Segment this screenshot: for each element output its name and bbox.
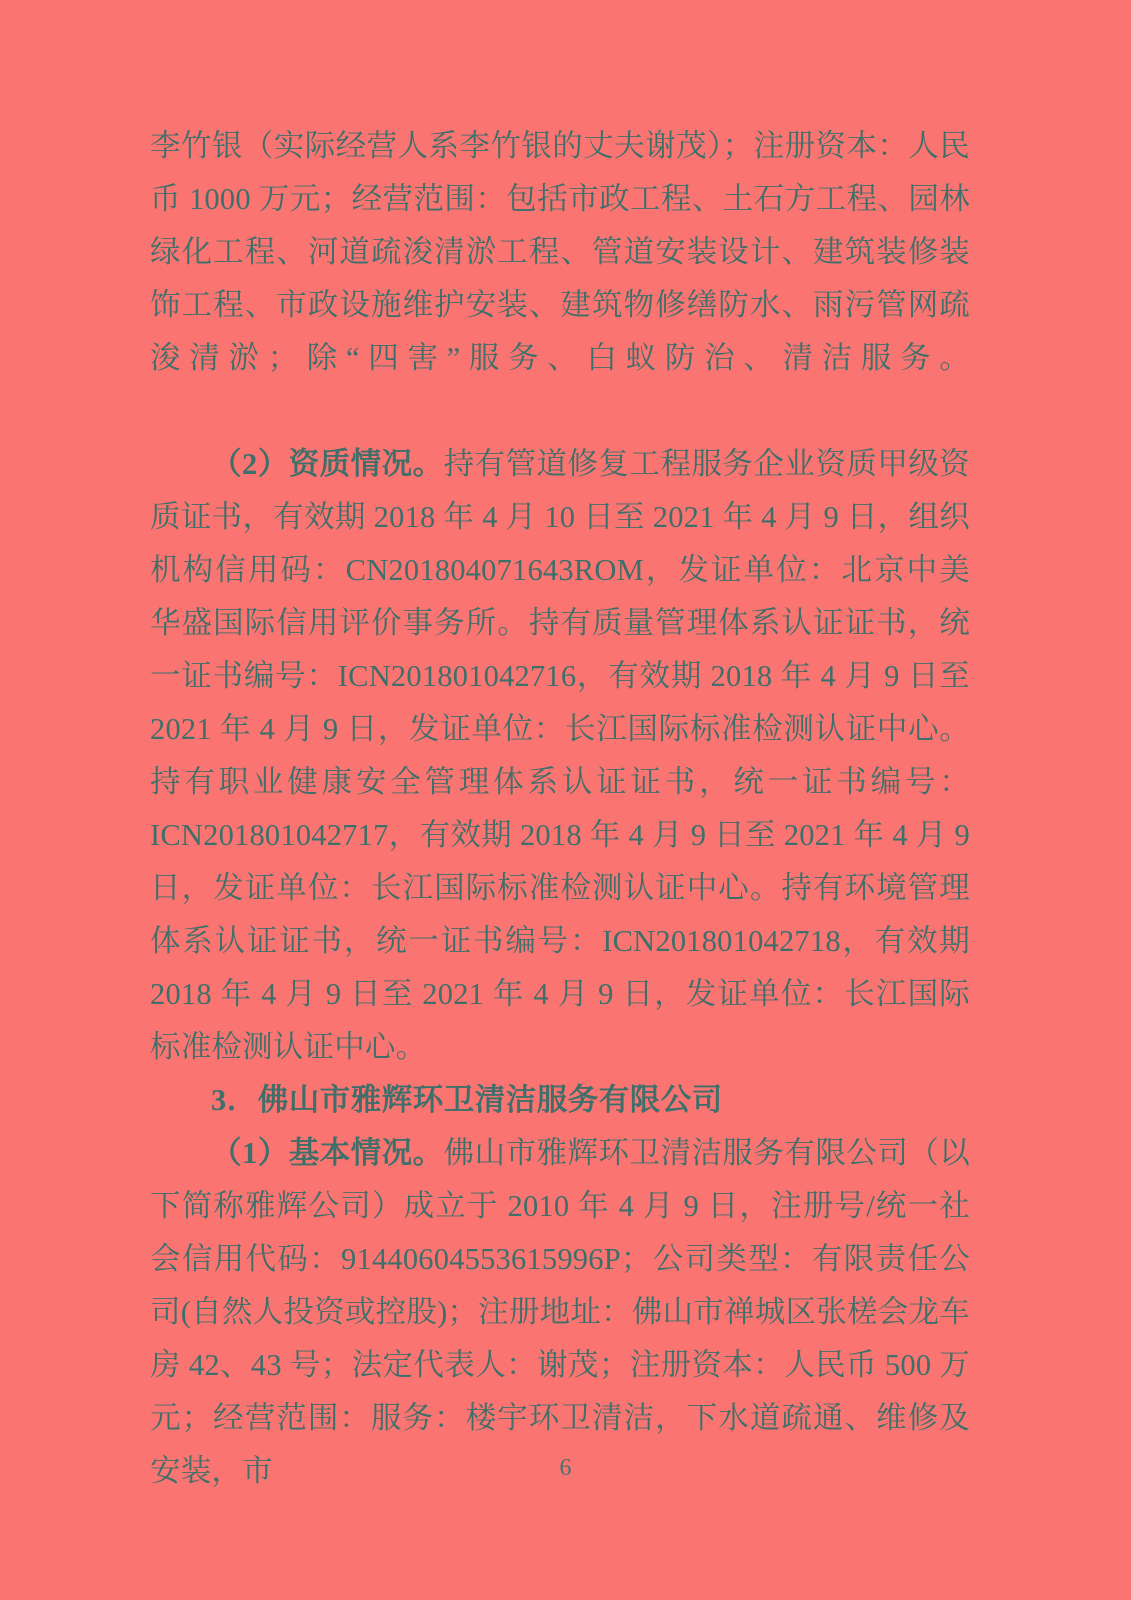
document-body [150,120,970,1498]
paragraph-label: （1）基本情况。 [211,1136,444,1170]
paragraph-label: （2）资质情况。 [211,447,444,481]
paragraph-text: 李竹银（实际经营人系李竹银的丈夫谢茂）；注册资本：人民币 1000 万元；经营范围：包括市政工程、土石方工程、园林绿化工程、河道疏浚清淤工程、管道安装设计、建筑装修装饰工程、市政设施维护安装、建筑物修缮防水、雨污管网疏浚清淤；除“四害”服务、白蚁防治、清洁服务。 [150,129,970,375]
paragraph-basic-status [150,1127,970,1498]
section-heading-text: 3．佛山市雅辉环卫清洁服务有限公司 [211,1083,723,1117]
page-number: 6 [559,1455,572,1481]
paragraph-qualification-status [150,438,970,1074]
section-heading-yahui-company [150,1074,970,1127]
paragraph-text: 佛山市雅辉环卫清洁服务有限公司（以下简称雅辉公司）成立于 2010 年 4 月 9 日，注册号/统一社会信用代码：91440604553615996P；公司类型：有限责任公司(自然人投资或控股)；注册地址：佛山市禅城区张槎会龙车房 42、43 号；法定代表人：谢茂；注册资本：人民币 500 万元；经营范围：服务：楼宇环卫清洁，下水道疏通、维修及安装，市 [150,1136,970,1488]
paragraph-registration-details [150,120,970,438]
paragraph-text: 持有管道修复工程服务企业资质甲级资质证书，有效期 2018 年 4 月 10 日至 2021 年 4 月 9 日，组织机构信用码：CN201804071643ROM，发证单位：北京中美华盛国际信用评价事务所。持有质量管理体系认证证书，统一证书编号：ICN201801042716，有效期 2018 年 4 月 9 日至 2021 年 4 月 9 日，发证单位：长江国际标准检测认证中心。持有职业健康安全管理体系认证证书，统一证书编号：ICN201801042717，有效期 2018 年 4 月 9 日至 2021 年 4 月 9 日，发证单位：长江国际标准检测认证中心。持有环境管理体系认证证书，统一证书编号：ICN201801042718，有效期 2018 年 4 月 9 日至 2021 年 4 月 9 日，发证单位：长江国际标准检测认证中心。 [150,447,970,1064]
